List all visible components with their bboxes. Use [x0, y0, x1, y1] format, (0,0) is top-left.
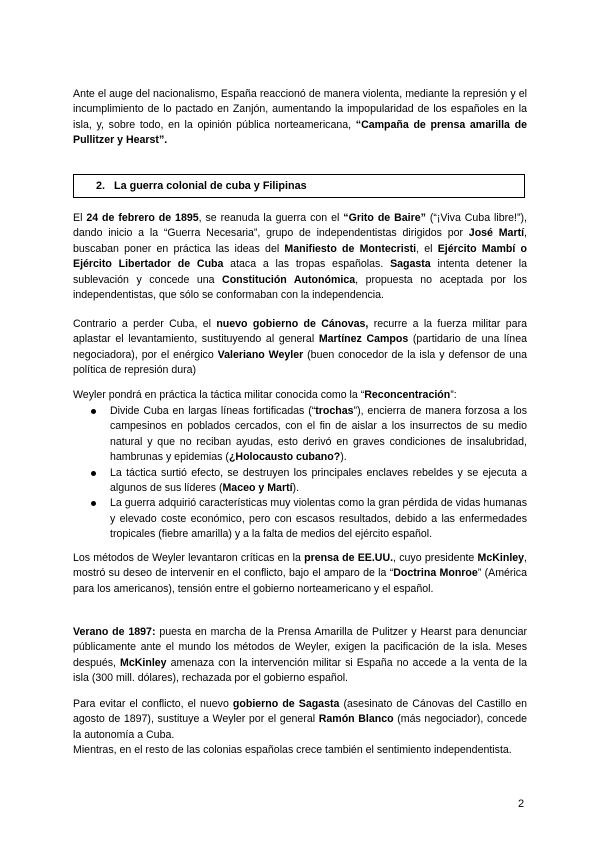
bullet-icon: [91, 409, 96, 414]
list-item: La guerra adquirió características muy violentas como la gran pérdida de vidas humanas y elevado coste económico, pero con escasos resultados, debido a las enfermedades tropicales (fiebre amarilla) y a la falta de medios del ejército español.: [73, 496, 527, 542]
section-heading: [73, 174, 525, 198]
bullet-icon: [91, 471, 96, 476]
paragraph-colonias: Mientras, en el resto de las colonias españolas crece también el sentimiento independentista.: [73, 744, 512, 756]
paragraph-canovas: Contrario a perder Cuba, el nuevo gobierno de Cánovas, recurre a la fuerza militar para aplastar el levantamiento, sustituyendo al general Martínez Campos (partidario de una línea negociadora), por el enérgico Valeriano Weyler (buen conocedor de la isla y defensor de una política de represión dura): [73, 318, 527, 377]
list-item: La táctica surtió efecto, se destruyen los principales enclaves rebeldes y se ejecuta a algunos de sus líderes (Maceo y Martí).: [73, 466, 527, 497]
section-number: 2.: [96, 180, 106, 192]
list-item: Divide Cuba en largas líneas fortificadas (“trochas”), encierra de manera forzosa a los campesinos en poblados cercados, con el fin de aislar a los insurrectos de su medio natural y que no reciban ayudas, esto derivó en graves condiciones de insalubridad, hambrunas y epidemias (¿Holocausto cubano?).: [73, 404, 527, 466]
paragraph-reconcentracion: Weyler pondrá en práctica la táctica militar conocida como la “Reconcentración”:: [73, 389, 457, 401]
section-title: La guerra colonial de cuba y Filipinas: [114, 180, 307, 192]
reconcentracion-list: [73, 404, 527, 543]
page-number: 2: [518, 798, 525, 810]
paragraph-grito-de-baire: El 24 de febrero de 1895, se reanuda la guerra con el “Grito de Baire” (“¡Viva Cuba libre!”), dando inicio a la “Guerra Necesaria”, grupo de independentistas dirigidos por José Martí, buscaban poner en práctica las ideas del Manifiesto de Montecristi, el Ejército Mambí o Ejército Libertador de Cuba ataca a las tropas españolas. Sagasta intenta detener la sublevación y concede una Constitución Autonómica, propuesta no aceptada por los independentistas, que sólo se conformaban con la independencia.: [73, 212, 528, 302]
paragraph-verano-1897: Verano de 1897: puesta en marcha de la Prensa Amarilla de Pulitzer y Hearst para denunciar públicamente ante el mundo los métodos de Weyler, exigen la pacificación de la isla. Meses después, McKinley amenaza con la intervención militar si España no accede a la venta de la isla (300 mill. dólares), rechazada por el gobierno español.: [73, 626, 527, 685]
paragraph-prensa-eeuu: Los métodos de Weyler levantaron críticas en la prensa de EE.UU., cuyo presidente McKinley, mostró su deseo de intervenir en el conflicto, bajo el amparo de la “Doctrina Monroe” (América para los americanos), tensión entre el gobierno norteamericano y el español.: [73, 552, 527, 595]
bullet-icon: [91, 501, 96, 506]
paragraph-intro: Ante el auge del nacionalismo, España reaccionó de manera violenta, mediante la represión y el incumplimiento de lo pactado en Zanjón, aumentando la impopularidad de los españoles en la isla, y, sobre todo, en la opinión pública norteamericana, “Campaña de prensa amarilla de Pullitzer y Hearst”.: [73, 88, 527, 147]
paragraph-sagasta: Para evitar el conflicto, el nuevo gobierno de Sagasta (asesinato de Cánovas del Castillo en agosto de 1897), sustituye a Weyler por el general Ramón Blanco (más negociador), concede la autonomía a Cuba.: [73, 698, 528, 741]
